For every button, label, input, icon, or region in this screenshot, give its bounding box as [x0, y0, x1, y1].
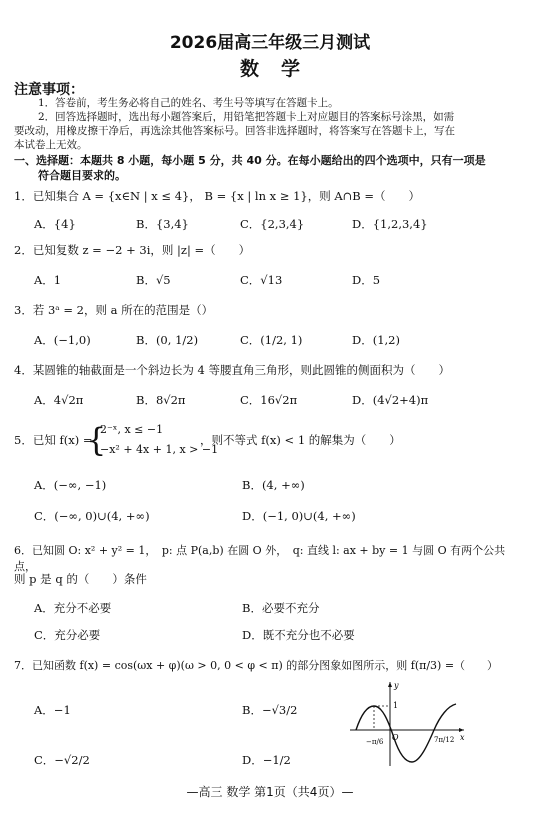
q6-option-c: C．充分必要	[34, 628, 101, 642]
q6-option-d: D．既不充分也不必要	[242, 628, 355, 642]
q1-option-a: A．{4}	[34, 217, 76, 231]
y-tick-one: 1	[393, 701, 399, 710]
q2-option-b: B．√5	[136, 273, 171, 287]
question-7-stem: 7．已知函数 f(x) = cos(ωx + φ)(ω > 0, 0 < φ < π) 的部分图象如图所示，则 f(π/3) =（ ）	[14, 659, 499, 672]
cosine-graph	[348, 678, 468, 770]
q7-option-a: A．−1	[34, 703, 71, 717]
q5-brace: {	[86, 421, 107, 459]
q3-option-c: C．(1/2, 1)	[240, 333, 303, 347]
subject-title: 数学	[239, 58, 322, 80]
question-5-stem-pre: 5．已知 f(x) =	[14, 433, 93, 447]
q7-option-c: C．−√2/2	[34, 753, 90, 767]
origin-label: O	[392, 733, 399, 742]
q3-option-a: A．(−1,0)	[34, 333, 91, 347]
exam-title: 2026届高三年级三月测试	[169, 33, 371, 53]
q6-option-a: A．充分不必要	[34, 601, 112, 615]
q3-option-d: D．(1,2)	[352, 333, 400, 347]
question-5-stem-post: ，则不等式 f(x) < 1 的解集为（ ）	[200, 433, 401, 447]
y-axis-label: y	[394, 681, 399, 690]
question-4-stem: 4．某圆锥的轴截面是一个斜边长为 4 等腰直角三角形，则此圆锥的侧面积为（ ）	[14, 363, 450, 377]
q5-case-1: 2⁻ˣ, x ≤ −1	[100, 423, 164, 436]
q7-option-b: B．−√3/2	[242, 703, 298, 717]
page-footer: —高三 数学 第1页（共4页）—	[186, 785, 354, 799]
x-tick-left: −π/6	[366, 738, 384, 746]
note-2-line-1: 2．回答选择题时，选出每小题答案后，用铅笔把答题卡上对应题目的答案标号涂黑，如需	[38, 111, 455, 123]
q5-option-d: D．(−1, 0)∪(4, +∞)	[242, 509, 356, 523]
question-6-stem-cont: 则 p 是 q 的（ ）条件	[14, 572, 147, 586]
note-2-line-3: 本试卷上无效。	[14, 139, 88, 151]
question-3-stem: 3．若 3ᵃ = 2，则 a 所在的范围是（）	[14, 303, 214, 317]
q4-option-d: D．(4√2+4)π	[352, 393, 429, 407]
question-6-stem: 6．已知圆 O: x² + y² = 1， p: 点 P(a,b) 在圆 O 外， q: 直线 l: ax + by = 1 与圆 O 有两个公共点，	[14, 544, 506, 573]
notes-heading: 注意事项：	[14, 82, 84, 98]
note-1: 1．答卷前，考生务必将自己的姓名、考生号等填写在答题卡上。	[38, 97, 339, 109]
cosine-curve	[356, 704, 456, 762]
q4-option-c: C．16√2π	[240, 393, 298, 407]
q2-option-a: A．1	[34, 273, 62, 287]
q1-option-c: C．{2,3,4}	[240, 217, 305, 231]
q5-option-b: B．(4, +∞)	[242, 478, 305, 492]
x-axis-label: x	[460, 733, 465, 742]
q5-case-2: −x² + 4x + 1, x > −1	[100, 443, 219, 456]
q7-option-d: D．−1/2	[242, 753, 291, 767]
x-tick-right: 7π/12	[434, 736, 455, 744]
y-axis-arrow	[388, 682, 392, 687]
q5-option-c: C．(−∞, 0)∪(4, +∞)	[34, 509, 150, 523]
section-1-heading: 一、选择题：本题共 8 小题，每小题 5 分，共 40 分。在每小题给出的四个选项中，只有一项是	[14, 154, 486, 167]
question-2-stem: 2．已知复数 z = −2 + 3i，则 |z| =（ ）	[14, 243, 251, 257]
question-1-stem: 1．已知集合 A = {x∈N | x ≤ 4}， B = {x | ln x ≥ 1}，则 A∩B =（ ）	[14, 189, 421, 203]
x-axis-arrow	[459, 728, 464, 732]
q2-option-c: C．√13	[240, 273, 283, 287]
q4-option-b: B．8√2π	[136, 393, 186, 407]
q5-option-a: A．(−∞, −1)	[34, 478, 107, 492]
section-1-heading-cont: 符合题目要求的。	[38, 169, 126, 182]
q6-option-b: B．必要不充分	[242, 601, 320, 615]
q1-option-d: D．{1,2,3,4}	[352, 217, 428, 231]
q2-option-d: D．5	[352, 273, 381, 287]
q4-option-a: A．4√2π	[34, 393, 84, 407]
note-2-line-2: 要改动，用橡皮擦干净后，再选涂其他答案标号。回答非选择题时，将答案写在答题卡上，写在	[14, 125, 455, 137]
q3-option-b: B．(0, 1/2)	[136, 333, 199, 347]
q1-option-b: B．{3,4}	[136, 217, 189, 231]
